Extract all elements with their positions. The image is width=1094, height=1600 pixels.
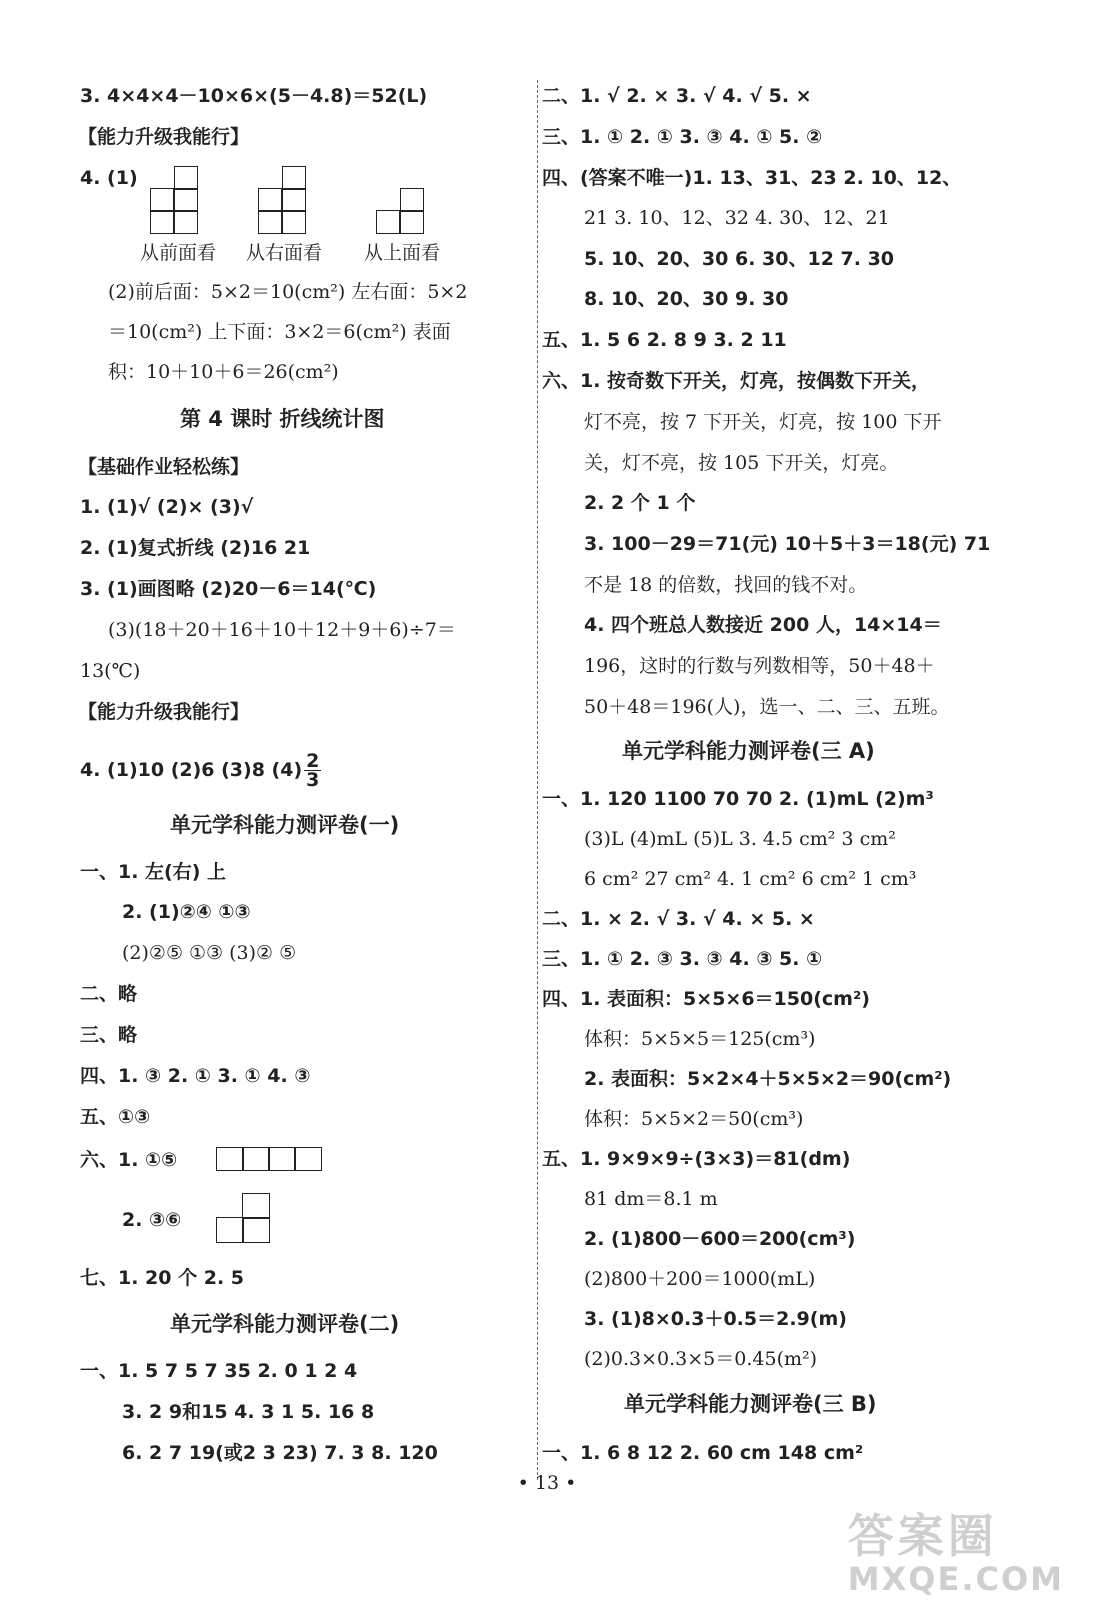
answer-line: 一、1. 5 7 5 7 35 2. 0 1 2 4: [80, 1360, 358, 1382]
answer-line: 二、略: [80, 983, 138, 1005]
answer-line: 2. (1)复式折线 (2)16 21: [80, 537, 311, 559]
answer-line: 5. 10、20、30 6. 30、12 7. 30: [584, 248, 895, 270]
answer-line: 2. 表面积：5×2×4＋5×5×2＝90(cm²): [584, 1068, 952, 1090]
answer-line: 三、1. ① 2. ③ 3. ③ 4. ③ 5. ①: [542, 948, 823, 970]
answer-line: 积：10＋10＋6＝26(cm²): [108, 361, 339, 383]
answer-line: 五、1. 9×9×9÷(3×3)＝81(dm): [542, 1148, 851, 1170]
page-number: • 13 •: [517, 1472, 577, 1494]
answer-line: (2)前后面：5×2＝10(cm²) 左右面：5×2: [108, 281, 468, 303]
column-divider: [537, 80, 538, 1480]
answer-line: ＝10(cm²) 上下面：3×2＝6(cm²) 表面: [108, 321, 451, 343]
answer-line: 一、1. 6 8 12 2. 60 cm 148 cm²: [542, 1442, 864, 1464]
answer-line: 四、(答案不唯一)1. 13、31、23 2. 10、12、: [542, 167, 962, 189]
fraction: [304, 752, 321, 789]
answer-line: 五、①③: [80, 1106, 151, 1128]
answer-line: 13(℃): [80, 660, 141, 682]
answer-line: 3. 2 9和15 4. 3 1 5. 16 8: [122, 1401, 375, 1423]
watermark-brand: 答案圈: [847, 1509, 998, 1563]
answer-line: 6 cm² 27 cm² 4. 1 cm² 6 cm² 1 cm³: [584, 868, 917, 890]
answer-line: 3. 4×4×4－10×6×(5－4.8)＝52(L): [80, 85, 428, 107]
answer-line: 4. 四个班总人数接近 200 人，14×14＝: [584, 614, 942, 636]
answer-line: 一、1. 120 1100 70 70 2. (1)mL (2)m³: [542, 788, 934, 810]
answer-line: 六、1. 按奇数下开关，灯亮，按偶数下开关，: [542, 370, 931, 392]
answer-line: 4. (1): [80, 167, 138, 189]
answer-line: 21 3. 10、12、32 4. 30、12、21: [584, 207, 890, 229]
answer-line: 不是 18 的倍数，找回的钱不对。: [584, 574, 868, 596]
test-title: 单元学科能力测评卷(三 A): [622, 739, 875, 763]
answer-line: 三、略: [80, 1024, 138, 1046]
figure-caption: 从前面看: [140, 242, 217, 264]
section-heading: 【基础作业轻松练】: [78, 456, 250, 478]
answer-line: 一、1. 左(右) 上: [80, 861, 227, 883]
answer-line: 灯不亮，按 7 下开关，灯亮，按 100 下开: [584, 411, 942, 433]
answer-line: 2. (1)②④ ①③: [122, 901, 251, 923]
answer-line: 2. ③⑥: [122, 1209, 182, 1231]
fraction-denominator: 3: [306, 769, 320, 791]
answer-line: 四、1. ③ 2. ① 3. ① 4. ③: [80, 1065, 311, 1087]
lesson-title: 第 4 课时 折线统计图: [180, 407, 385, 431]
answer-line: 81 dm＝8.1 m: [584, 1188, 718, 1210]
answer-line: 1. (1)√ (2)× (3)√: [80, 496, 254, 518]
section-heading: 【能力升级我能行】: [78, 126, 250, 148]
answer-line: 6. 2 7 19(或2 3 23) 7. 3 8. 120: [122, 1442, 438, 1464]
answer-line: 二、1. √ 2. × 3. √ 4. √ 5. ×: [542, 85, 812, 107]
fraction-numerator: 2: [306, 750, 320, 772]
answer-line: 四、1. 表面积：5×5×6＝150(cm²): [542, 988, 870, 1010]
answer-line: 关，灯不亮，按 105 下开关，灯亮。: [584, 452, 899, 474]
answer-line: (3)(18＋20＋16＋10＋12＋9＋6)÷7＝: [108, 619, 456, 641]
answer-line: 六、1. ①⑤: [80, 1149, 178, 1171]
answer-line: 二、1. × 2. √ 3. √ 4. × 5. ×: [542, 908, 815, 930]
watermark-logo: [848, 1500, 1064, 1598]
answer-line: 2. (1)800－600＝200(cm³): [584, 1228, 856, 1250]
test-title: 单元学科能力测评卷(一): [170, 813, 400, 837]
answer-line: 3. 100－29＝71(元) 10＋5＋3＝18(元) 71: [584, 533, 991, 555]
answer-line: 8. 10、20、30 9. 30: [584, 288, 789, 310]
figure-caption: 从上面看: [364, 242, 441, 264]
test-title: 单元学科能力测评卷(三 B): [624, 1392, 877, 1416]
answer-line: 七、1. 20 个 2. 5: [80, 1267, 244, 1289]
section-heading: 【能力升级我能行】: [78, 701, 250, 723]
answer-line: (2)800＋200＝1000(mL): [584, 1268, 816, 1290]
answer-text: 4. (1)10 (2)6 (3)8 (4): [80, 759, 303, 781]
answer-line: 3. (1)8×0.3＋0.5＝2.9(m): [584, 1308, 847, 1330]
answer-line: 体积：5×5×2＝50(cm³): [584, 1108, 804, 1130]
answer-line: (2)0.3×0.3×5＝0.45(m²): [584, 1348, 818, 1370]
figure-caption: 从右面看: [246, 242, 323, 264]
answer-line: 五、1. 5 6 2. 8 9 3. 2 11: [542, 329, 787, 351]
answer-line: (2)②⑤ ①③ (3)② ⑤: [122, 942, 297, 964]
answer-line: 196，这时的行数与列数相等，50＋48＋: [584, 655, 935, 677]
test-title: 单元学科能力测评卷(二): [170, 1312, 400, 1336]
answer-line: 三、1. ① 2. ① 3. ③ 4. ① 5. ②: [542, 126, 823, 148]
answer-line: 2. 2 个 1 个: [584, 492, 696, 514]
answer-line: (3)L (4)mL (5)L 3. 4.5 cm² 3 cm²: [584, 828, 896, 850]
answer-line: 3. (1)画图略 (2)20－6＝14(℃): [80, 578, 377, 600]
answer-line: 体积：5×5×5＝125(cm³): [584, 1028, 816, 1050]
answer-line: 50＋48＝196(人)，选一、二、三、五班。: [584, 696, 950, 718]
answer-line: [80, 752, 323, 789]
watermark-site: MXQE.COM: [847, 1560, 1064, 1598]
